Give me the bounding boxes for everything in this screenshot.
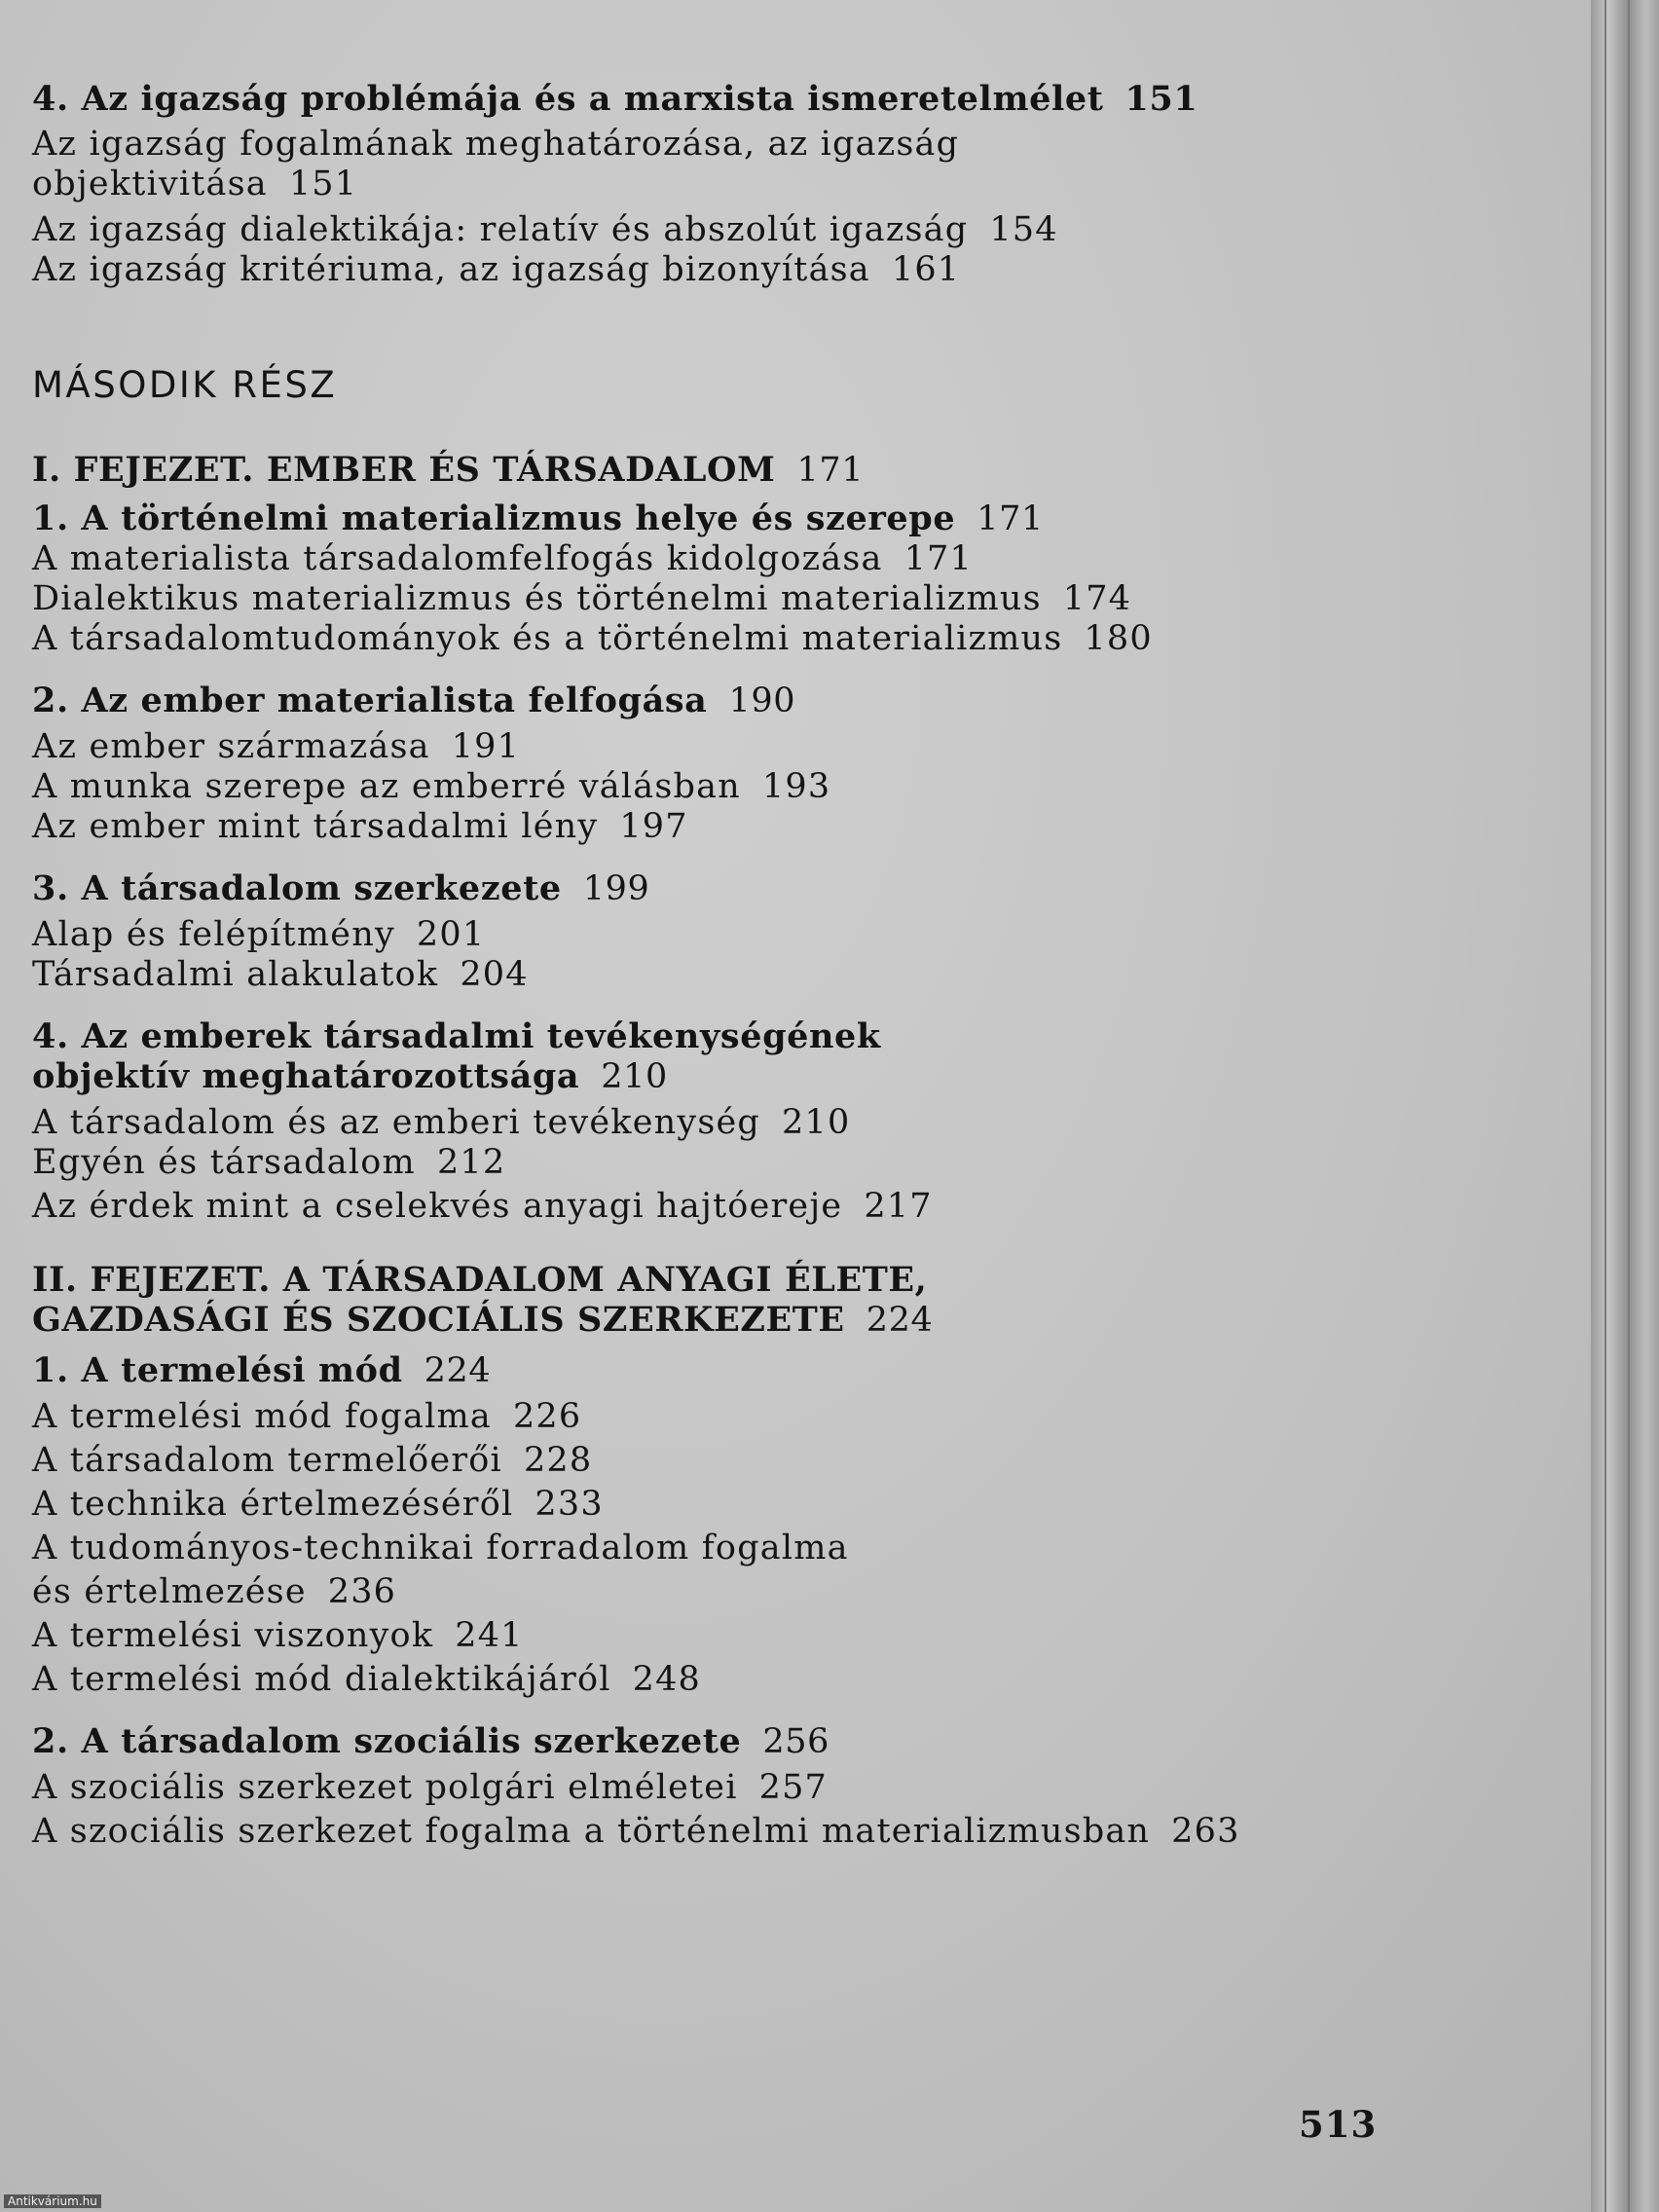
toc-entry: Társadalmi alakulatok 204 (32, 955, 529, 994)
toc-entry: Alap és felépítmény 201 (32, 915, 486, 954)
gutter-line (1628, 0, 1630, 2212)
toc-section: 2. Az ember materialista felfogása 190 (32, 681, 796, 720)
toc-entry: Az igazság dialektikája: relatív és abszolút igazság 154 (32, 210, 1058, 249)
part-heading: MÁSODIK RÉSZ (32, 364, 338, 406)
toc-entry: Egyén és társadalom 212 (32, 1143, 506, 1182)
toc-entry: Dialektikus materializmus és történelmi materializmus 174 (32, 579, 1132, 618)
toc-entry: Az érdek mint a cselekvés anyagi hajtóereje 217 (32, 1187, 933, 1226)
page-number: 513 (1299, 2103, 1378, 2146)
toc-entry: Az ember származása 191 (32, 727, 521, 766)
toc-entry: A társadalomtudományok és a történelmi materializmus 180 (32, 619, 1153, 658)
toc-chapter: II. FEJEZET. A TÁRSADALOM ANYAGI ÉLETE, (32, 1260, 928, 1300)
toc-section: 1. A termelési mód 224 (32, 1350, 492, 1390)
toc-section: 3. A társadalom szerkezete 199 (32, 868, 650, 908)
toc-chapter-continued: GAZDASÁGI ÉS SZOCIÁLIS SZERKEZETE 224 (32, 1300, 934, 1340)
toc-chapter: I. FEJEZET. EMBER ÉS TÁRSADALOM 171 (32, 450, 865, 490)
toc-section: 4. Az emberek társadalmi tevékenységének (32, 1016, 881, 1056)
gutter-line (1604, 0, 1606, 2212)
toc-entry: A termelési viszonyok 241 (32, 1616, 524, 1655)
toc-section: 2. A társadalom szociális szerkezete 256 (32, 1721, 830, 1761)
book-gutter (1591, 0, 1659, 2212)
toc-entry: A társadalom és az emberi tevékenység 210 (32, 1103, 851, 1142)
toc-entry: A termelési mód dialektikájáról 248 (32, 1660, 702, 1699)
toc-section: 1. A történelmi materializmus helye és szerepe 171 (32, 498, 1044, 538)
toc-entry: A szociális szerkezet fogalma a történelmi materializmusban 263 (32, 1812, 1240, 1851)
toc-entry: Az ember mint társadalmi lény 197 (32, 807, 688, 846)
toc-entry: A technika értelmezéséről 233 (32, 1485, 604, 1524)
watermark: Antikvárium.hu (4, 2194, 101, 2208)
toc-entry: Az igazság fogalmának meghatározása, az igazság (32, 125, 960, 164)
toc-entry: A szociális szerkezet polgári elméletei 257 (32, 1768, 829, 1807)
toc-entry: A materialista társadalomfelfogás kidolgozása 171 (32, 539, 973, 578)
toc-entry: A termelési mód fogalma 226 (32, 1397, 582, 1436)
toc-section-continued: objektív meghatározottsága 210 (32, 1056, 668, 1096)
toc-section: 4. Az igazság problémája és a marxista ismeretelmélet 151 (32, 79, 1198, 119)
toc-entry: és értelmezése 236 (32, 1572, 397, 1611)
toc-entry: objektivitása 151 (32, 165, 358, 203)
toc-entry: A tudományos-technikai forradalom fogalma (32, 1529, 849, 1567)
table-of-contents (32, 76, 1551, 1855)
toc-entry: Az igazság kritériuma, az igazság bizonyítása 161 (32, 250, 961, 289)
toc-entry: A munka szerepe az emberré válásban 193 (32, 767, 831, 806)
toc-entry: A társadalom termelőerői 228 (32, 1441, 593, 1480)
